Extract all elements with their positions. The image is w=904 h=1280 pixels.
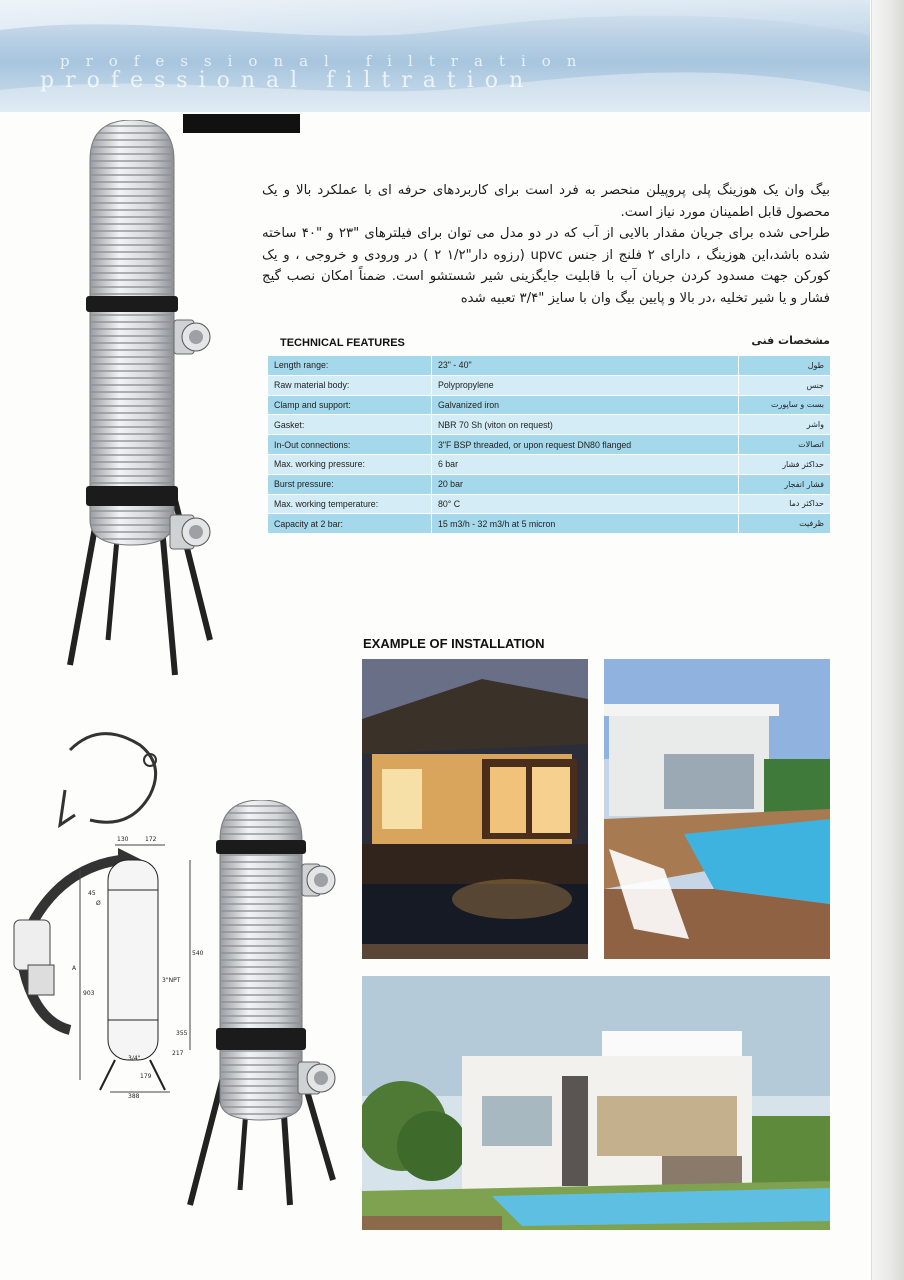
dim-label: 217 <box>172 1050 184 1057</box>
dim-label: 903 <box>83 990 95 997</box>
intro-paragraph-1: بیگ وان یک هوزینگ پلی پروپیلن منحصر به فرد است برای کاربردهای حرفه ای با عملکرد بالا و یک محصول قابل اطمینان مورد نیاز است. <box>262 183 830 220</box>
spec-label: Raw material body: <box>268 375 431 395</box>
intro-paragraph-2: طراحی شده برای جریان مقدار بالایی از آب که در دو مدل می توان برای فیلترهای "۲۳ و "۴۰ ساخته شده باشد،این هوزینگ ، دارای ۲ فلنج از جنس upvc (رزوه دار"۱/۲ ۲ ) در ورودی و خروجی ، و یک کورکن جهت مسدود کردن جریان آب با قابلیت جایگزینی شیر شستشو است. ضمناً امکان نصب گیج فشار و یا شیر تخلیه ،در بالا و پایین بیگ وان با سایز "۳/۴ تعبیه شده <box>262 226 831 306</box>
dim-label: 388 <box>128 1093 140 1100</box>
spec-value: 20 bar <box>431 474 738 494</box>
spec-label: Gasket: <box>268 415 431 435</box>
spec-value: Galvanized iron <box>431 395 738 415</box>
install-photo-pool-deck <box>604 659 830 959</box>
install-photo-modern-villa <box>362 976 830 1230</box>
spec-label-fa: جنس <box>738 375 830 395</box>
table-row <box>268 435 830 455</box>
technical-features-title-fa: مشخصات فنی <box>751 334 830 347</box>
spec-label-fa: اتصالات <box>738 435 830 455</box>
spec-label-fa: ظرفیت <box>738 514 830 534</box>
table-row <box>268 356 830 375</box>
table-row <box>268 474 830 494</box>
dim-label: 355 <box>176 1030 188 1037</box>
spec-value: Polypropylene <box>431 375 738 395</box>
technical-features-title: TECHNICAL FEATURES <box>280 337 405 349</box>
filter-housing-small-image <box>175 800 355 1220</box>
filter-housing-large-image <box>50 120 230 680</box>
install-photo-house-night <box>362 659 588 959</box>
spec-label: Max. working pressure: <box>268 454 431 474</box>
spec-label-fa: حداکثر دما <box>738 494 830 514</box>
spec-label: In-Out connections: <box>268 435 431 455</box>
dim-label: 540 <box>192 950 204 957</box>
dim-label: Ø <box>96 900 101 907</box>
banner-text-bottom: professional filtration <box>40 68 535 93</box>
spec-label-fa: طول <box>738 356 830 375</box>
spec-label: Length range: <box>268 356 431 375</box>
dim-label: 3"NPT <box>162 977 181 984</box>
table-row <box>268 415 830 435</box>
banner-text-top: professional filtration <box>60 52 593 70</box>
spec-label-fa: فشار انفجار <box>738 474 830 494</box>
spec-value: 23" - 40" <box>431 356 738 375</box>
dim-label: 179 <box>140 1073 152 1080</box>
installation-title: EXAMPLE OF INSTALLATION <box>363 636 545 651</box>
table-row <box>268 514 830 534</box>
spec-value: 3"F BSP threaded, or upon request DN80 flanged <box>431 435 738 455</box>
spec-label: Burst pressure: <box>268 474 431 494</box>
spec-label-fa: واشر <box>738 415 830 435</box>
spec-value: 6 bar <box>431 454 738 474</box>
dim-label: 3/4" <box>128 1055 141 1062</box>
table-row <box>268 454 830 474</box>
dim-label: 172 <box>145 836 157 843</box>
dim-label: 45 <box>88 890 96 897</box>
spec-label-fa: بست و ساپورت <box>738 395 830 415</box>
page-edge-shadow <box>871 0 904 1280</box>
spec-value: 80° C <box>431 494 738 514</box>
spec-label: Capacity at 2 bar: <box>268 514 431 534</box>
spec-label-fa: حداکثر فشار <box>738 454 830 474</box>
table-row <box>268 375 830 395</box>
technical-features-table <box>268 356 830 534</box>
spec-label: Max. working temperature: <box>268 494 431 514</box>
table-row <box>268 395 830 415</box>
spec-value: 15 m3/h - 32 m3/h at 5 micron <box>431 514 738 534</box>
dim-label: A <box>72 965 77 972</box>
dim-label: 130 <box>117 836 129 843</box>
spec-label: Clamp and support: <box>268 395 431 415</box>
spec-value: NBR 70 Sh (viton on request) <box>431 415 738 435</box>
intro-text <box>262 180 830 309</box>
header-banner <box>0 0 870 112</box>
table-row <box>268 494 830 514</box>
